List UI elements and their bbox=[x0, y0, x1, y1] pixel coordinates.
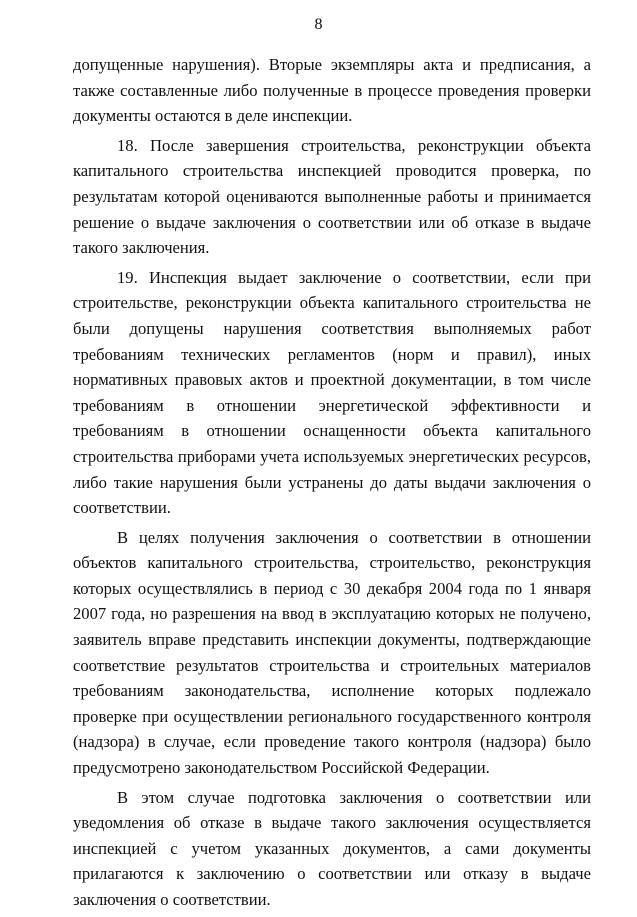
paragraph-item-19-part-2: В целях получения заключения о соответствии в отношении объектов капитального строительства, строительство, реконструкция которых осуществлялись в период с 30 декабря 2004 года по 1 января 2007 года, но разрешения на ввод в эксплуатацию которых не получено, заявитель вправе представить инспекции документы, подтверждающие соответствие результатов строительства и строительных материалов требованиям законодательства, исполнение которых подлежало проверке при осуществлении регионального государственного контроля (надзора) в случае, если проведение такого контроля (надзора) было предусмотрено законодательством Российской Федерации. bbox=[73, 527, 591, 778]
document-body bbox=[73, 52, 591, 917]
paragraph-item-18: 18. После завершения строительства, реконструкции объекта капитального строительства инспекцией проводится проверка, по результатам которой оцениваются выполненные работы и принимается решение о выдаче заключения о соответствии или об отказе в выдаче такого заключения. bbox=[73, 135, 591, 258]
page-number: 8 bbox=[314, 16, 323, 33]
paragraph-continuation: допущенные нарушения). Вторые экземпляры акта и предписания, а также составленные либо полученные в процессе проведения проверки документы остаются в деле инспекции. bbox=[73, 55, 591, 126]
paragraph-item-19: 19. Инспекция выдает заключение о соответствии, если при строительстве, реконструкции объекта капитального строительства не были допущены нарушения соответствия выполняемых работ требованиям технических регламентов (норм и правил), иных нормативных правовых актов и проектной документации, в том числе требованиям в отношении энергетической эффективности и требованиям в отношении оснащенности объекта капитального строительства приборами учета используемых энергетических ресурсов, либо такие нарушения были устранены до даты выдачи заключения о соответствии. bbox=[73, 267, 591, 518]
paragraph-item-19-part-3: В этом случае подготовка заключения о соответствии или уведомления об отказе в выдаче такого заключения осуществляется инспекцией с учетом указанных документов, а сами документы прилагаются к заключению о соответствии или отказу в выдаче заключения о соответствии. bbox=[73, 787, 591, 909]
